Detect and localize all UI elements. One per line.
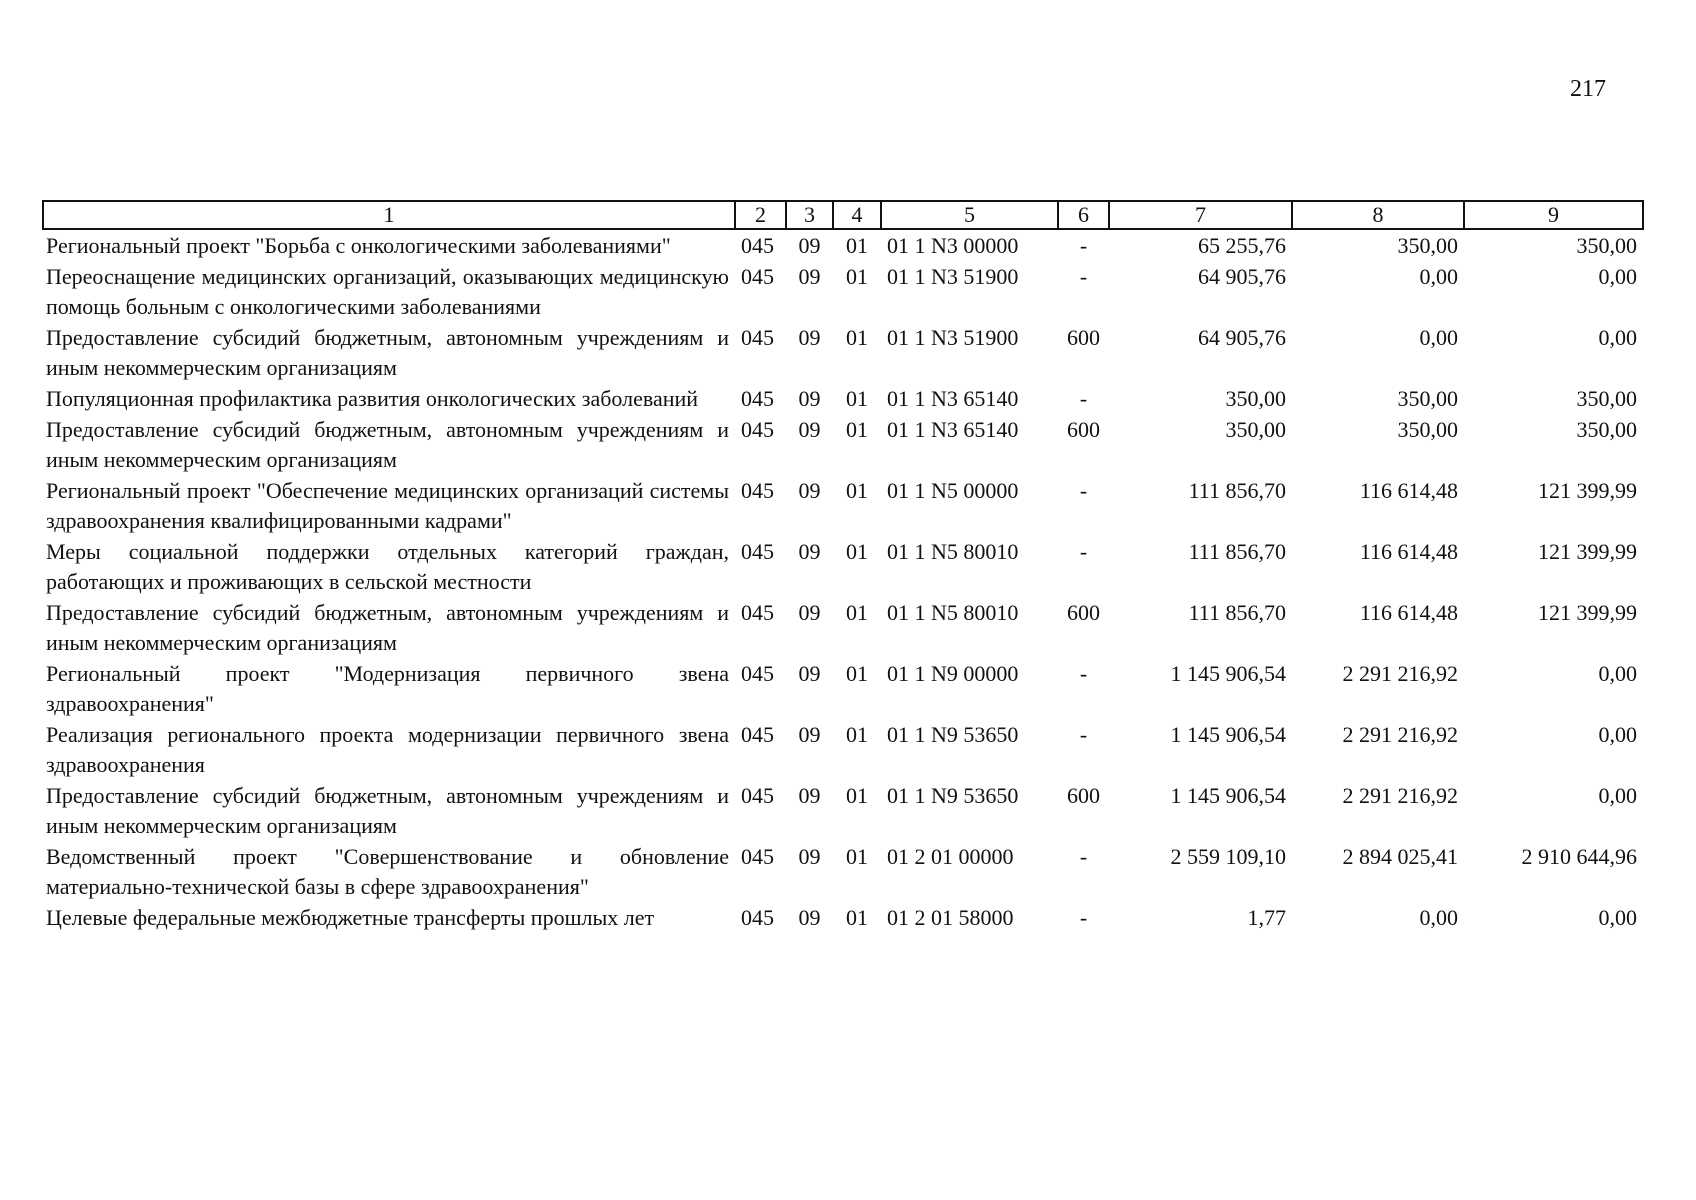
row-target-article: 01 1 N9 53650 [887, 722, 1019, 747]
row-target-article: 01 1 N5 00000 [887, 478, 1019, 503]
row-amount-col8: 2 291 216,92 [1342, 661, 1458, 686]
row-name: Предоставление субсидий бюджетным, автономным учреждениям и иным некоммерческим организациям [46, 600, 729, 655]
row-amount-col9: 0,00 [1598, 661, 1637, 686]
row-amount-col7: 64 905,76 [1198, 264, 1286, 289]
row-section: 09 [798, 539, 821, 564]
row-subsection: 01 [846, 661, 868, 686]
row-target-article: 01 1 N3 65140 [887, 386, 1019, 411]
row-name: Переоснащение медицинских организаций, оказывающих медицинскую помощь больным с онкологическими заболеваниями [46, 264, 729, 319]
budget-table [42, 200, 1644, 933]
row-section: 09 [798, 844, 821, 869]
row-subsection: 01 [846, 539, 868, 564]
row-amount-col7: 1 145 906,54 [1170, 783, 1286, 808]
row-amount-col7: 350,00 [1225, 417, 1286, 442]
row-amount-col8: 350,00 [1397, 233, 1458, 258]
table-row [43, 658, 1643, 719]
table-body [43, 229, 1643, 933]
row-subsection: 01 [846, 233, 868, 258]
table-row [43, 475, 1643, 536]
table-row [43, 383, 1643, 414]
row-expense-type: - [1079, 722, 1088, 747]
row-admin-code: 045 [741, 844, 774, 869]
row-amount-col7: 1 145 906,54 [1170, 722, 1286, 747]
table-row [43, 536, 1643, 597]
row-section: 09 [798, 661, 821, 686]
row-name: Региональный проект "Модернизация первичного звена здравоохранения" [46, 661, 729, 716]
row-amount-col9: 0,00 [1598, 325, 1637, 350]
table-row [43, 841, 1643, 902]
row-amount-col8: 350,00 [1397, 386, 1458, 411]
row-amount-col8: 0,00 [1419, 264, 1458, 289]
row-amount-col7: 1,77 [1247, 905, 1286, 930]
row-target-article: 01 2 01 00000 [887, 844, 1014, 869]
column-header-1: 1 [43, 201, 735, 229]
row-amount-col9: 121 399,99 [1538, 539, 1637, 564]
row-subsection: 01 [846, 264, 868, 289]
table-header-row [43, 201, 1643, 229]
row-amount-col7: 111 856,70 [1188, 539, 1286, 564]
row-name: Целевые федеральные межбюджетные трансферты прошлых лет [46, 905, 655, 930]
row-amount-col7: 65 255,76 [1198, 233, 1286, 258]
row-expense-type: - [1079, 905, 1088, 930]
column-header-5: 5 [881, 201, 1058, 229]
column-header-3: 3 [786, 201, 833, 229]
row-admin-code: 045 [741, 783, 774, 808]
table-row [43, 322, 1643, 383]
row-name: Популяционная профилактика развития онкологических заболеваний [46, 386, 699, 411]
row-expense-type: 600 [1067, 783, 1100, 808]
row-amount-col9: 121 399,99 [1538, 478, 1637, 503]
table-row [43, 719, 1643, 780]
row-section: 09 [798, 264, 821, 289]
row-admin-code: 045 [741, 661, 774, 686]
row-expense-type: 600 [1067, 600, 1100, 625]
row-admin-code: 045 [741, 417, 774, 442]
row-admin-code: 045 [741, 600, 774, 625]
row-subsection: 01 [846, 844, 868, 869]
row-amount-col9: 0,00 [1598, 783, 1637, 808]
column-header-7: 7 [1109, 201, 1292, 229]
row-target-article: 01 1 N5 80010 [887, 539, 1019, 564]
row-admin-code: 045 [741, 233, 774, 258]
row-amount-col8: 0,00 [1419, 325, 1458, 350]
row-subsection: 01 [846, 783, 868, 808]
row-section: 09 [798, 478, 821, 503]
row-subsection: 01 [846, 325, 868, 350]
row-admin-code: 045 [741, 264, 774, 289]
row-amount-col9: 0,00 [1598, 264, 1637, 289]
row-subsection: 01 [846, 417, 868, 442]
row-amount-col7: 111 856,70 [1188, 478, 1286, 503]
row-expense-type: - [1079, 478, 1088, 503]
row-amount-col9: 350,00 [1576, 417, 1637, 442]
row-expense-type: 600 [1067, 417, 1100, 442]
row-expense-type: - [1079, 264, 1088, 289]
table-row [43, 261, 1643, 322]
row-amount-col8: 116 614,48 [1359, 478, 1458, 503]
row-target-article: 01 1 N9 00000 [887, 661, 1019, 686]
row-target-article: 01 1 N3 00000 [887, 233, 1019, 258]
table-row [43, 229, 1643, 261]
row-admin-code: 045 [741, 722, 774, 747]
row-target-article: 01 1 N5 80010 [887, 600, 1019, 625]
row-amount-col8: 2 291 216,92 [1342, 783, 1458, 808]
row-section: 09 [798, 600, 821, 625]
row-amount-col9: 0,00 [1598, 722, 1637, 747]
column-header-6: 6 [1058, 201, 1109, 229]
row-target-article: 01 1 N3 65140 [887, 417, 1019, 442]
table-row [43, 597, 1643, 658]
row-amount-col9: 2 910 644,96 [1521, 844, 1637, 869]
row-amount-col8: 2 291 216,92 [1342, 722, 1458, 747]
row-amount-col9: 350,00 [1576, 386, 1637, 411]
column-header-8: 8 [1292, 201, 1464, 229]
row-amount-col8: 2 894 025,41 [1342, 844, 1458, 869]
row-amount-col7: 350,00 [1225, 386, 1286, 411]
row-name: Предоставление субсидий бюджетным, автономным учреждениям и иным некоммерческим организациям [46, 783, 729, 838]
row-subsection: 01 [846, 905, 868, 930]
row-amount-col8: 0,00 [1419, 905, 1458, 930]
row-target-article: 01 2 01 58000 [887, 905, 1014, 930]
row-amount-col8: 350,00 [1397, 417, 1458, 442]
row-amount-col7: 64 905,76 [1198, 325, 1286, 350]
row-section: 09 [798, 417, 821, 442]
row-expense-type: 600 [1067, 325, 1100, 350]
page-number: 217 [1570, 76, 1606, 102]
row-name: Региональный проект "Обеспечение медицинских организаций системы здравоохранения квалифицированными кадрами" [46, 478, 729, 533]
row-admin-code: 045 [741, 539, 774, 564]
row-amount-col7: 1 145 906,54 [1170, 661, 1286, 686]
row-name: Ведомственный проект "Совершенствование и обновление материально-технической базы в сфере здравоохранения" [46, 844, 729, 899]
row-amount-col9: 350,00 [1576, 233, 1637, 258]
row-amount-col8: 116 614,48 [1359, 539, 1458, 564]
row-admin-code: 045 [741, 478, 774, 503]
row-section: 09 [798, 905, 821, 930]
row-amount-col7: 111 856,70 [1188, 600, 1286, 625]
row-expense-type: - [1079, 233, 1088, 258]
row-target-article: 01 1 N3 51900 [887, 264, 1019, 289]
row-subsection: 01 [846, 386, 868, 411]
row-amount-col7: 2 559 109,10 [1170, 844, 1286, 869]
row-admin-code: 045 [741, 325, 774, 350]
row-section: 09 [798, 386, 821, 411]
row-target-article: 01 1 N9 53650 [887, 783, 1019, 808]
row-expense-type: - [1079, 844, 1088, 869]
row-amount-col9: 0,00 [1598, 905, 1637, 930]
row-amount-col8: 116 614,48 [1359, 600, 1458, 625]
row-section: 09 [798, 325, 821, 350]
row-expense-type: - [1079, 386, 1088, 411]
row-admin-code: 045 [741, 905, 774, 930]
row-name: Предоставление субсидий бюджетным, автономным учреждениям и иным некоммерческим организациям [46, 325, 729, 380]
row-name: Предоставление субсидий бюджетным, автономным учреждениям и иным некоммерческим организациям [46, 417, 729, 472]
row-expense-type: - [1079, 661, 1088, 686]
row-section: 09 [798, 233, 821, 258]
row-expense-type: - [1079, 539, 1088, 564]
table-row [43, 780, 1643, 841]
table-row [43, 414, 1643, 475]
row-name: Меры социальной поддержки отдельных категорий граждан, работающих и проживающих в сельской местности [46, 539, 729, 594]
column-header-2: 2 [735, 201, 786, 229]
row-admin-code: 045 [741, 386, 774, 411]
row-section: 09 [798, 783, 821, 808]
row-subsection: 01 [846, 600, 868, 625]
row-name: Реализация регионального проекта модернизации первичного звена здравоохранения [46, 722, 729, 777]
row-name: Региональный проект "Борьба с онкологическими заболеваниями" [46, 233, 671, 258]
row-target-article: 01 1 N3 51900 [887, 325, 1019, 350]
row-amount-col9: 121 399,99 [1538, 600, 1637, 625]
row-section: 09 [798, 722, 821, 747]
column-header-4: 4 [833, 201, 881, 229]
table-row [43, 902, 1643, 933]
column-header-9: 9 [1464, 201, 1643, 229]
row-subsection: 01 [846, 478, 868, 503]
row-subsection: 01 [846, 722, 868, 747]
